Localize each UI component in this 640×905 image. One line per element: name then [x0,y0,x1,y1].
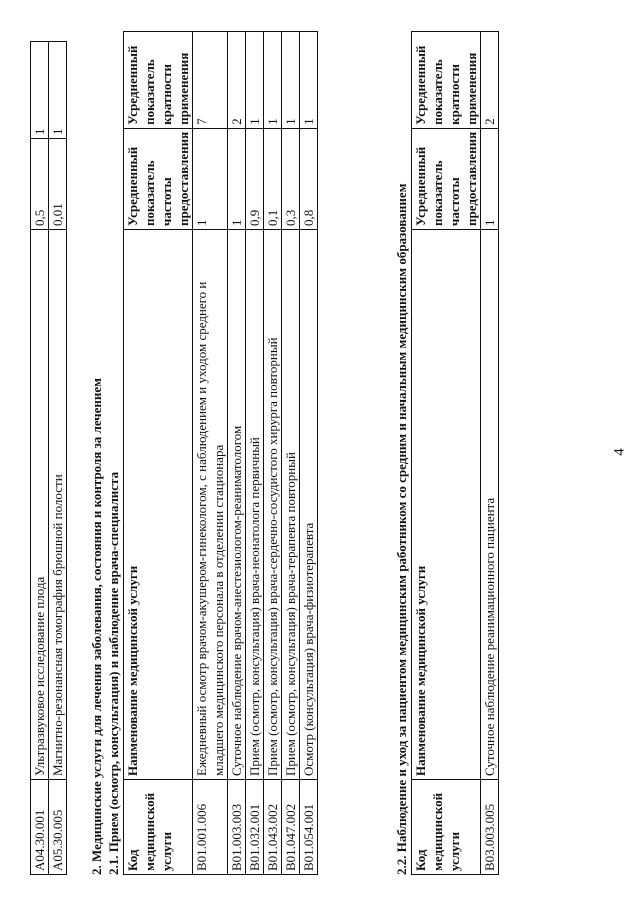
table-row [246,31,264,874]
table-specialist-consultations [123,31,318,875]
section-2-title: 2. Медицинские услуги для лечения заболевания, состояния и контроля за лечением [89,377,104,875]
service-code: B03.003.005 [481,780,499,875]
table-patient-care [411,31,499,875]
multiplicity-value: 1 [246,31,264,128]
service-name: Ультразвуковое исследование плода [31,230,49,780]
service-code: B01.001.006 [193,780,228,875]
service-code: B01.043.002 [264,780,282,875]
rotated-page-content [30,10,610,875]
table-row [481,31,499,874]
service-code: B01.003.003 [228,780,246,875]
service-code: B01.032.001 [246,780,264,875]
multiplicity-value: 1 [31,42,49,139]
frequency-value: 0,5 [31,139,49,230]
frequency-value: 0,9 [246,128,264,229]
service-name: Магнитно-резонансная томография брюшной полости [49,230,67,780]
service-name: Суточное наблюдение врачом-анестезиологом-реаниматологом [228,230,246,780]
service-code: A04.30.001 [31,780,49,875]
multiplicity-value: 2 [481,31,499,128]
page-number: 4 [611,448,628,456]
service-name: Суточное наблюдение реанимационного пациента [481,230,499,780]
table-row [228,31,246,874]
service-name: Прием (осмотр, консультация) врача-неонатолога первичный [246,230,264,780]
frequency-value: 1 [228,128,246,229]
header-code: Код медицинской услуги [412,780,481,875]
table-row [282,31,300,874]
section-2-2-title: 2.2. Наблюдение и уход за пациентом медицинским работником со средним и начальным медицинским образованием [394,183,409,875]
service-name: Прием (осмотр, консультация) врача-сердечно-сосудистого хирурга повторный [264,230,282,780]
header-code: Код медицинской услуги [124,780,193,875]
frequency-value: 1 [193,128,228,229]
header-frequency: Усредненный показатель частоты предоставления [124,128,193,229]
multiplicity-value: 1 [49,42,67,139]
table-row [264,31,282,874]
multiplicity-value: 2 [228,31,246,128]
header-name: Наименование медицинской услуги [124,230,193,780]
service-name: Ежедневный осмотр врачом-акушером-гинекологом, с наблюдением и уходом среднего и младшего медицинского персонала в отделении стационара [193,230,228,780]
table-row [300,31,318,874]
frequency-value: 0,8 [300,128,318,229]
header-multiplicity: Усредненный показатель кратности применения [124,31,193,128]
header-frequency: Усредненный показатель частоты предоставления [412,128,481,229]
frequency-value: 0,1 [264,128,282,229]
header-multiplicity: Усредненный показатель кратности применения [412,31,481,128]
service-name: Осмотр (консультация) врача-физиотерапевта [300,230,318,780]
multiplicity-value: 1 [264,31,282,128]
table-header-row [412,31,481,874]
frequency-value: 0,3 [282,128,300,229]
frequency-value: 0,01 [49,139,67,230]
table-diagnostics [30,41,67,875]
multiplicity-value: 7 [193,31,228,128]
frequency-value: 1 [481,128,499,229]
multiplicity-value: 1 [300,31,318,128]
service-code: B01.047.002 [282,780,300,875]
table-row [49,42,67,875]
table-row [31,42,49,875]
multiplicity-value: 1 [282,31,300,128]
service-code: B01.054.001 [300,780,318,875]
table-row [193,31,228,874]
table-header-row [124,31,193,874]
service-name: Прием (осмотр, консультация) врача-терапевта повторный [282,230,300,780]
service-code: A05.30.005 [49,780,67,875]
header-name: Наименование медицинской услуги [412,230,481,780]
section-2-1-title: 2.1. Прием (осмотр, консультация) и наблюдение врача-специалиста [106,471,121,875]
